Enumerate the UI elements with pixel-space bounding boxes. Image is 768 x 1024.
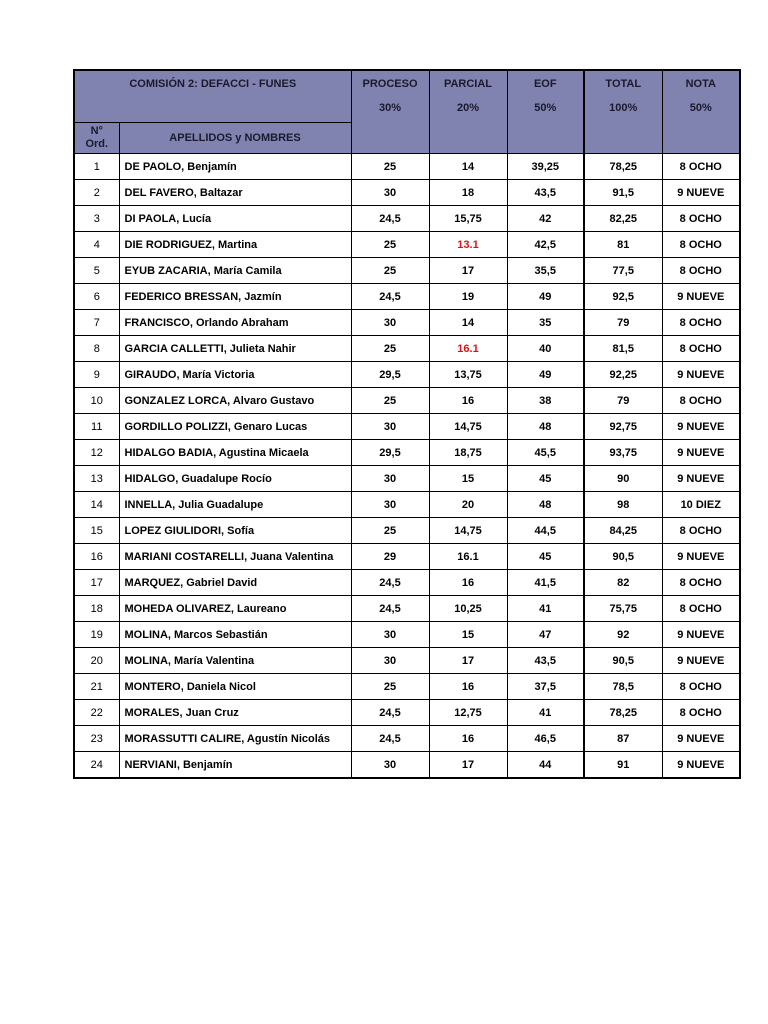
parcial-cell: 16.1 bbox=[429, 336, 507, 362]
name-cell: GORDILLO POLIZZI, Genaro Lucas bbox=[119, 414, 351, 440]
parcial-cell: 16 bbox=[429, 388, 507, 414]
table-row bbox=[74, 180, 740, 206]
parcial-cell: 15 bbox=[429, 466, 507, 492]
header-parcial-weight: 20% bbox=[456, 102, 480, 114]
proceso-cell: 30 bbox=[351, 622, 429, 648]
parcial-cell: 17 bbox=[429, 258, 507, 284]
table-row bbox=[74, 336, 740, 362]
header-nota-label: NOTA bbox=[685, 78, 716, 90]
name-cell: MORASSUTTI CALIRE, Agustín Nicolás bbox=[119, 726, 351, 752]
nota-cell: 8 OCHO bbox=[662, 336, 740, 362]
proceso-cell: 25 bbox=[351, 232, 429, 258]
eof-cell: 43,5 bbox=[507, 180, 584, 206]
proceso-cell: 30 bbox=[351, 414, 429, 440]
parcial-cell: 19 bbox=[429, 284, 507, 310]
header-eof bbox=[507, 70, 584, 154]
eof-cell: 43,5 bbox=[507, 648, 584, 674]
eof-cell: 44 bbox=[507, 752, 584, 779]
name-cell: MOLINA, María Valentina bbox=[119, 648, 351, 674]
total-cell: 78,5 bbox=[584, 674, 662, 700]
name-cell: FRANCISCO, Orlando Abraham bbox=[119, 310, 351, 336]
ord-cell: 9 bbox=[74, 362, 119, 388]
table-row bbox=[74, 700, 740, 726]
table-row bbox=[74, 206, 740, 232]
name-cell: FEDERICO BRESSAN, Jazmín bbox=[119, 284, 351, 310]
total-cell: 91 bbox=[584, 752, 662, 779]
total-cell: 90,5 bbox=[584, 648, 662, 674]
parcial-cell: 14 bbox=[429, 154, 507, 180]
header-parcial-label: PARCIAL bbox=[443, 78, 493, 90]
name-cell: GONZALEZ LORCA, Alvaro Gustavo bbox=[119, 388, 351, 414]
name-cell: INNELLA, Julia Guadalupe bbox=[119, 492, 351, 518]
total-cell: 82,25 bbox=[584, 206, 662, 232]
name-cell: MARQUEZ, Gabriel David bbox=[119, 570, 351, 596]
table-row bbox=[74, 440, 740, 466]
total-cell: 75,75 bbox=[584, 596, 662, 622]
name-cell: GIRAUDO, María Victoria bbox=[119, 362, 351, 388]
ord-cell: 22 bbox=[74, 700, 119, 726]
header-proceso-weight: 30% bbox=[378, 102, 402, 114]
nota-cell: 8 OCHO bbox=[662, 232, 740, 258]
table-row bbox=[74, 648, 740, 674]
nota-cell: 10 DIEZ bbox=[662, 492, 740, 518]
parcial-cell: 14,75 bbox=[429, 414, 507, 440]
commission-title: COMISIÓN 2: DEFACCI - FUNES bbox=[129, 78, 297, 90]
table-row bbox=[74, 310, 740, 336]
nota-cell: 9 NUEVE bbox=[662, 414, 740, 440]
eof-cell: 41 bbox=[507, 596, 584, 622]
nota-cell: 8 OCHO bbox=[662, 258, 740, 284]
proceso-cell: 24,5 bbox=[351, 206, 429, 232]
proceso-cell: 30 bbox=[351, 648, 429, 674]
proceso-cell: 25 bbox=[351, 674, 429, 700]
nota-cell: 9 NUEVE bbox=[662, 752, 740, 779]
ord-cell: 11 bbox=[74, 414, 119, 440]
name-cell: MORALES, Juan Cruz bbox=[119, 700, 351, 726]
nota-cell: 8 OCHO bbox=[662, 700, 740, 726]
table-row bbox=[74, 154, 740, 180]
name-cell: DEL FAVERO, Baltazar bbox=[119, 180, 351, 206]
header-nota bbox=[662, 70, 740, 154]
eof-cell: 41,5 bbox=[507, 570, 584, 596]
parcial-cell: 13.1 bbox=[429, 232, 507, 258]
parcial-cell: 16 bbox=[429, 726, 507, 752]
proceso-cell: 29,5 bbox=[351, 440, 429, 466]
proceso-cell: 25 bbox=[351, 336, 429, 362]
total-cell: 93,75 bbox=[584, 440, 662, 466]
total-cell: 78,25 bbox=[584, 700, 662, 726]
name-cell: EYUB ZACARIA, María Camila bbox=[119, 258, 351, 284]
table-row bbox=[74, 674, 740, 700]
parcial-cell: 18 bbox=[429, 180, 507, 206]
nota-cell: 9 NUEVE bbox=[662, 648, 740, 674]
ord-cell: 23 bbox=[74, 726, 119, 752]
name-cell: GARCIA CALLETTI, Julieta Nahir bbox=[119, 336, 351, 362]
proceso-cell: 25 bbox=[351, 154, 429, 180]
eof-cell: 40 bbox=[507, 336, 584, 362]
parcial-cell: 18,75 bbox=[429, 440, 507, 466]
header-total-weight: 100% bbox=[609, 102, 638, 114]
name-cell: HIDALGO BADIA, Agustina Micaela bbox=[119, 440, 351, 466]
name-cell: DIE RODRIGUEZ, Martina bbox=[119, 232, 351, 258]
eof-cell: 38 bbox=[507, 388, 584, 414]
nota-cell: 9 NUEVE bbox=[662, 726, 740, 752]
eof-cell: 39,25 bbox=[507, 154, 584, 180]
total-cell: 78,25 bbox=[584, 154, 662, 180]
ord-cell: 16 bbox=[74, 544, 119, 570]
nota-cell: 9 NUEVE bbox=[662, 622, 740, 648]
table-row bbox=[74, 362, 740, 388]
ord-cell: 18 bbox=[74, 596, 119, 622]
proceso-cell: 24,5 bbox=[351, 570, 429, 596]
name-cell: MOHEDA OLIVAREZ, Laureano bbox=[119, 596, 351, 622]
total-cell: 98 bbox=[584, 492, 662, 518]
proceso-cell: 24,5 bbox=[351, 284, 429, 310]
proceso-cell: 30 bbox=[351, 466, 429, 492]
nota-cell: 8 OCHO bbox=[662, 518, 740, 544]
total-cell: 92 bbox=[584, 622, 662, 648]
ord-cell: 1 bbox=[74, 154, 119, 180]
total-cell: 87 bbox=[584, 726, 662, 752]
total-cell: 79 bbox=[584, 388, 662, 414]
table-row bbox=[74, 492, 740, 518]
eof-cell: 47 bbox=[507, 622, 584, 648]
ord-cell: 15 bbox=[74, 518, 119, 544]
proceso-cell: 24,5 bbox=[351, 726, 429, 752]
parcial-cell: 10,25 bbox=[429, 596, 507, 622]
eof-cell: 48 bbox=[507, 414, 584, 440]
header-ord-line1: N° bbox=[90, 125, 103, 137]
eof-cell: 35 bbox=[507, 310, 584, 336]
ord-cell: 10 bbox=[74, 388, 119, 414]
header-eof-weight: 50% bbox=[534, 102, 557, 114]
table-row bbox=[74, 752, 740, 779]
nota-cell: 9 NUEVE bbox=[662, 466, 740, 492]
ord-cell: 12 bbox=[74, 440, 119, 466]
eof-cell: 37,5 bbox=[507, 674, 584, 700]
ord-cell: 14 bbox=[74, 492, 119, 518]
proceso-cell: 29 bbox=[351, 544, 429, 570]
total-cell: 77,5 bbox=[584, 258, 662, 284]
table-row bbox=[74, 726, 740, 752]
total-cell: 92,25 bbox=[584, 362, 662, 388]
ord-cell: 7 bbox=[74, 310, 119, 336]
eof-cell: 42 bbox=[507, 206, 584, 232]
parcial-cell: 16 bbox=[429, 570, 507, 596]
name-cell: HIDALGO, Guadalupe Rocío bbox=[119, 466, 351, 492]
nota-cell: 9 NUEVE bbox=[662, 440, 740, 466]
ord-cell: 13 bbox=[74, 466, 119, 492]
grades-table bbox=[73, 69, 741, 779]
proceso-cell: 24,5 bbox=[351, 596, 429, 622]
header-ord-line2: Ord. bbox=[85, 138, 109, 150]
parcial-cell: 14,75 bbox=[429, 518, 507, 544]
name-cell: MONTERO, Daniela Nicol bbox=[119, 674, 351, 700]
eof-cell: 46,5 bbox=[507, 726, 584, 752]
eof-cell: 45,5 bbox=[507, 440, 584, 466]
header-proceso-label: PROCESO bbox=[362, 78, 418, 90]
proceso-cell: 25 bbox=[351, 258, 429, 284]
total-cell: 84,25 bbox=[584, 518, 662, 544]
name-cell: NERVIANI, Benjamín bbox=[119, 752, 351, 779]
parcial-cell: 16 bbox=[429, 674, 507, 700]
name-cell: LOPEZ GIULIDORI, Sofía bbox=[119, 518, 351, 544]
table-body bbox=[74, 154, 740, 779]
name-cell: MOLINA, Marcos Sebastián bbox=[119, 622, 351, 648]
eof-cell: 45 bbox=[507, 466, 584, 492]
proceso-cell: 29,5 bbox=[351, 362, 429, 388]
table-row bbox=[74, 388, 740, 414]
eof-cell: 49 bbox=[507, 284, 584, 310]
parcial-cell: 15,75 bbox=[429, 206, 507, 232]
parcial-cell: 12,75 bbox=[429, 700, 507, 726]
total-cell: 81,5 bbox=[584, 336, 662, 362]
eof-cell: 44,5 bbox=[507, 518, 584, 544]
ord-cell: 3 bbox=[74, 206, 119, 232]
nota-cell: 9 NUEVE bbox=[662, 362, 740, 388]
nota-cell: 8 OCHO bbox=[662, 596, 740, 622]
commission-title-cell bbox=[74, 70, 351, 123]
name-cell: DE PAOLO, Benjamín bbox=[119, 154, 351, 180]
ord-cell: 20 bbox=[74, 648, 119, 674]
nota-cell: 9 NUEVE bbox=[662, 180, 740, 206]
proceso-cell: 25 bbox=[351, 388, 429, 414]
nota-cell: 8 OCHO bbox=[662, 206, 740, 232]
nota-cell: 8 OCHO bbox=[662, 570, 740, 596]
header-total bbox=[584, 70, 662, 154]
name-cell: MARIANI COSTARELLI, Juana Valentina bbox=[119, 544, 351, 570]
parcial-cell: 15 bbox=[429, 622, 507, 648]
name-cell: DI PAOLA, Lucía bbox=[119, 206, 351, 232]
parcial-cell: 20 bbox=[429, 492, 507, 518]
header-eof-label: EOF bbox=[533, 78, 557, 90]
table-row bbox=[74, 466, 740, 492]
table-row bbox=[74, 596, 740, 622]
total-cell: 91,5 bbox=[584, 180, 662, 206]
table-header bbox=[74, 70, 740, 154]
total-cell: 79 bbox=[584, 310, 662, 336]
ord-cell: 5 bbox=[74, 258, 119, 284]
ord-cell: 2 bbox=[74, 180, 119, 206]
proceso-cell: 30 bbox=[351, 180, 429, 206]
eof-cell: 45 bbox=[507, 544, 584, 570]
nota-cell: 9 NUEVE bbox=[662, 284, 740, 310]
total-cell: 81 bbox=[584, 232, 662, 258]
total-cell: 90 bbox=[584, 466, 662, 492]
ord-cell: 19 bbox=[74, 622, 119, 648]
table-row bbox=[74, 414, 740, 440]
parcial-cell: 17 bbox=[429, 752, 507, 779]
nota-cell: 8 OCHO bbox=[662, 310, 740, 336]
proceso-cell: 25 bbox=[351, 518, 429, 544]
proceso-cell: 24,5 bbox=[351, 700, 429, 726]
nota-cell: 8 OCHO bbox=[662, 154, 740, 180]
header-parcial bbox=[429, 70, 507, 154]
proceso-cell: 30 bbox=[351, 752, 429, 779]
table-row bbox=[74, 622, 740, 648]
ord-cell: 8 bbox=[74, 336, 119, 362]
nota-cell: 9 NUEVE bbox=[662, 544, 740, 570]
table-row bbox=[74, 544, 740, 570]
eof-cell: 42,5 bbox=[507, 232, 584, 258]
proceso-cell: 30 bbox=[351, 492, 429, 518]
header-total-label: TOTAL bbox=[605, 78, 642, 90]
proceso-cell: 30 bbox=[351, 310, 429, 336]
header-nota-weight: 50% bbox=[689, 102, 712, 114]
nota-cell: 8 OCHO bbox=[662, 674, 740, 700]
parcial-cell: 14 bbox=[429, 310, 507, 336]
total-cell: 82 bbox=[584, 570, 662, 596]
table-row bbox=[74, 232, 740, 258]
table-row bbox=[74, 570, 740, 596]
total-cell: 90,5 bbox=[584, 544, 662, 570]
header-proceso bbox=[351, 70, 429, 154]
total-cell: 92,5 bbox=[584, 284, 662, 310]
header-ord bbox=[74, 123, 119, 154]
table-row bbox=[74, 258, 740, 284]
header-names: APELLIDOS y NOMBRES bbox=[119, 123, 351, 154]
ord-cell: 17 bbox=[74, 570, 119, 596]
table-row bbox=[74, 284, 740, 310]
ord-cell: 21 bbox=[74, 674, 119, 700]
eof-cell: 35,5 bbox=[507, 258, 584, 284]
ord-cell: 24 bbox=[74, 752, 119, 779]
eof-cell: 49 bbox=[507, 362, 584, 388]
ord-cell: 6 bbox=[74, 284, 119, 310]
ord-cell: 4 bbox=[74, 232, 119, 258]
eof-cell: 48 bbox=[507, 492, 584, 518]
eof-cell: 41 bbox=[507, 700, 584, 726]
parcial-cell: 17 bbox=[429, 648, 507, 674]
table-row bbox=[74, 518, 740, 544]
nota-cell: 8 OCHO bbox=[662, 388, 740, 414]
total-cell: 92,75 bbox=[584, 414, 662, 440]
parcial-cell: 13,75 bbox=[429, 362, 507, 388]
parcial-cell: 16.1 bbox=[429, 544, 507, 570]
